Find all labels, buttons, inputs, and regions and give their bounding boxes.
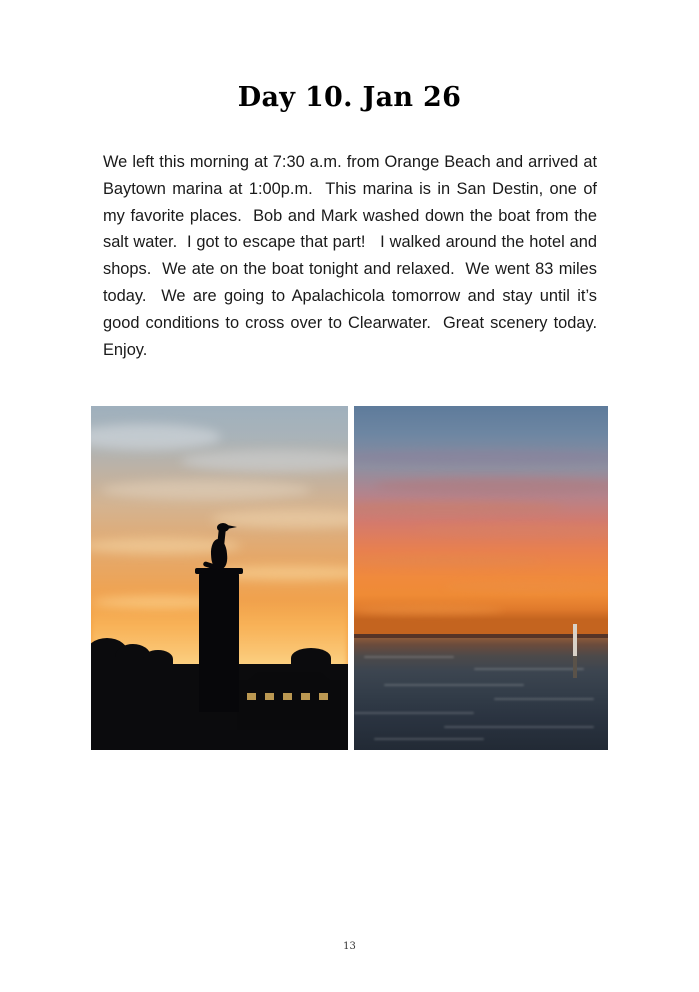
piling-silhouette [199,572,239,712]
tree-silhouette [291,648,331,668]
tree-silhouette [143,650,173,668]
cloud-streak [444,582,608,591]
water-ripple [354,712,474,714]
photo-sunset-bird-on-piling [91,406,348,750]
page-number: 13 [343,941,356,952]
photo-gallery [91,406,608,750]
lit-window [319,693,328,700]
lit-window [283,693,292,700]
channel-marker-post-reflection [573,656,577,678]
photo-sunset-over-water [354,406,608,750]
water-ripple [374,738,484,740]
cloud-streak [354,606,504,614]
page-title: Day 10. Jan 26 [237,82,462,113]
water-surface [354,638,608,750]
lit-window [247,693,256,700]
water-ripple [384,684,524,686]
building-silhouette [237,680,341,730]
journal-paragraph: We left this morning at 7:30 a.m. from Orange Beach and arrived at Baytown marina at 1:00p.m. This marina is in San Destin, one of my favorite places. Bob and Mark washed down the boat from the salt water. I got to escape that part! I walked around the hotel and shops. We ate on the boat tonight and relaxed. We went 83 miles today. We are going to Apalachicola tomorrow and stay until it’s good conditions to cross over to Clearwater. Great scenery today. Enjoy. [103,153,607,359]
water-ripple [494,698,594,700]
lit-window [265,693,274,700]
water-ripple [444,726,594,728]
lit-window [301,693,310,700]
cloud-streak [354,450,608,464]
water-ripple [474,668,584,670]
water-ripple [364,656,454,658]
cloud-band [101,480,311,500]
bird-beak [227,525,237,529]
